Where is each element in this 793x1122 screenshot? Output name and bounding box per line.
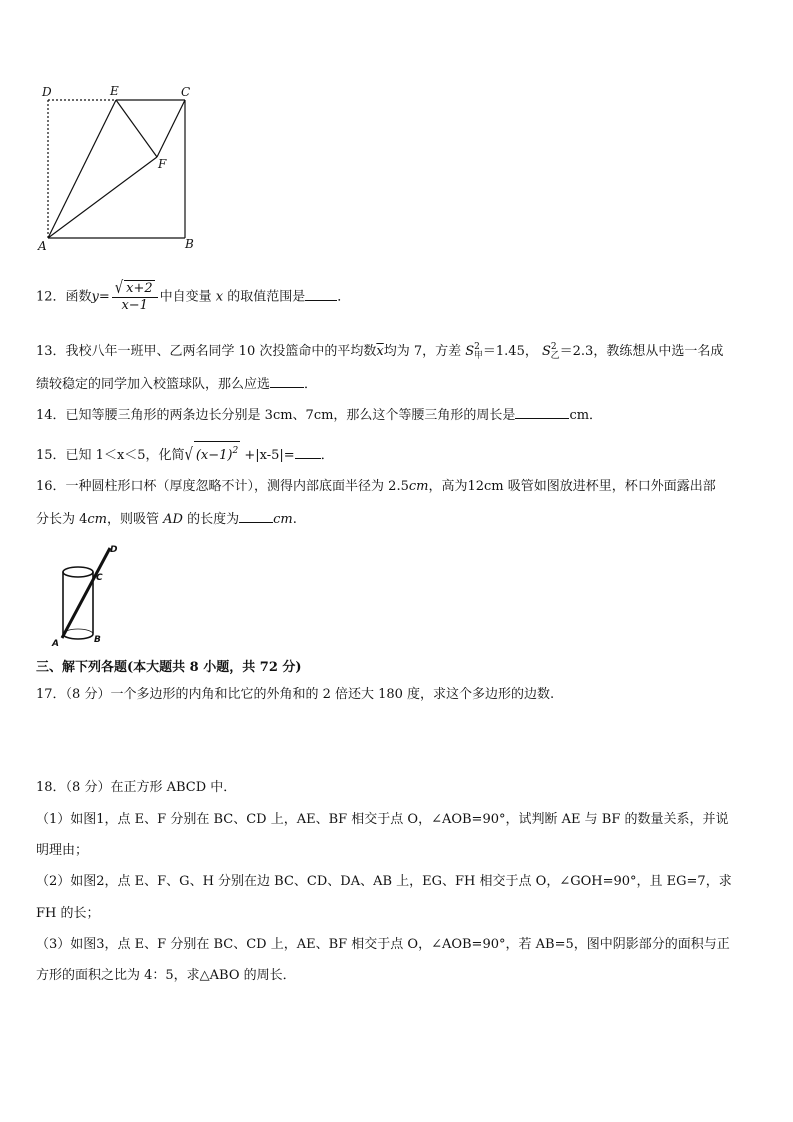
q13-sub-jia: 甲 [473,351,483,361]
q12-eq: = [98,289,110,305]
q16-end: . [292,512,297,527]
q16-text-a: 16．一种圆柱形口杯（厚度忽略不计），测得内部底面半径为 2.5 [36,479,409,494]
cup-label-d: D [110,545,118,555]
cup-bottom [63,634,93,639]
q12-end: ． [337,289,351,305]
seg-ae [48,100,116,238]
q12-denominator: x−1 [121,298,148,313]
question-18-title: 18．（8 分）在正方形 ABCD 中． [36,780,237,795]
q12-suffix2: 的取值范围是 [227,289,306,305]
q13-sup-yi: 2 [550,342,557,352]
label-b: B [185,237,194,251]
q13-s-jia: S [465,344,475,359]
q16-text-e: 的长度为 [187,512,240,527]
q13-val-jia: ＝1.45， [482,344,538,359]
q12-numerator: x+2 [126,281,153,296]
seg-fc [157,100,185,157]
cup-label-c: C [96,573,103,583]
label-f: F [158,157,167,171]
question-13-line1 [36,338,723,365]
q15-answer-blank[interactable] [295,445,321,459]
question-13-line2 [36,374,317,394]
q14-unit: cm． [569,408,603,423]
q13-sup-jia: 2 [474,342,480,352]
q16-answer-blank[interactable] [239,509,273,523]
q16-cm1: cm [408,479,429,494]
q15-prefix: 15．已知 1＜x＜5，化简 [36,448,185,463]
q12-answer-blank[interactable] [305,287,337,301]
q16-cm2: cm [87,512,108,527]
q13-text-a: 13．我校八年一班甲、乙两名同学 10 次投篮命中的平均数 [36,344,377,359]
q15-exp: 2 [232,446,239,456]
question-18-part2b: FH 的长； [36,906,100,921]
label-d: D [42,85,52,99]
q15-rest: +|x-5|= [244,448,295,463]
q14-answer-blank[interactable] [515,405,569,419]
seg-af [48,157,157,238]
cup-top-rim [63,567,93,577]
q13-val-yi: ＝2.3，教练想从中选一名成 [559,344,724,359]
q12-suffix: 中自变量 [159,289,212,305]
cup-figure [50,542,122,650]
question-16-line2 [36,509,297,529]
q16-ad: AD [163,512,183,527]
question-16-line1 [36,478,716,496]
q14-text: 14．已知等腰三角形的两条边长分别是 3cm、7cm，那么这个等腰三角形的周长是 [36,408,516,423]
q15-radical [194,441,240,465]
q13-s-yi: S [542,344,551,359]
label-e: E [110,84,119,98]
seg-ef [116,100,157,157]
q12-fraction: $\frac{√ x+2}{x-1}$ [112,280,158,314]
cup-label-a: A [52,639,59,649]
q16-text-d: ，则吸管 [107,512,160,527]
q15-end: ． [320,448,334,463]
q13-sub-yi: 乙 [550,351,560,361]
label-a: A [38,239,47,253]
q12-y: y [91,289,99,305]
question-12 [36,280,350,314]
q12-prefix: 12．函数 [36,289,92,305]
question-17: 17．（8 分）一个多边形的内角和比它的外角和的 2 倍还大 180 度，求这个多边形的边数. [36,687,555,702]
q13-line2: 绩较稳定的同学加入校篮球队，那么应选 [36,377,271,392]
q16-text-c: 分长为 4 [36,512,88,527]
q16-text-b: ，高为12cm 吸管如图放进杯里，杯口外面露出部 [428,479,716,494]
question-18-part3b: 方形的面积之比为 4：5，求△ABO 的周长． [36,968,296,983]
straw [62,548,110,638]
cup-label-b: B [94,635,101,645]
question-18-part3a: （3）如图3，点 E、F 分别在 BC、CD 上，AE、BF 相交于点 O，∠AOB=90°，若 AB=5，图中阴影部分的面积与正 [36,937,730,952]
square-figure [36,82,206,254]
q13-text-b: 均为 7，方差 [383,344,462,359]
question-15: 15．已知 1＜x＜5，化简√ $(x-1)^2 +|x-5|=$ ． [36,441,334,465]
q13-xbar: $\overline{x}$ [376,344,384,359]
q13-end: ． [304,377,318,392]
q16-cm3: cm [273,512,293,527]
question-18-part1b: 明理由； [36,843,89,858]
question-14 [36,405,602,425]
question-18-part2a: （2）如图2，点 E、F、G、H 分别在边 BC、CD、DA、AB 上，EG、FH 相交于点 O，∠GOH=90°，且 EG=7，求 [36,874,732,889]
q13-answer-blank[interactable] [270,374,304,388]
q15-radicand: (x−1) [195,448,233,463]
question-18-part1a: （1）如图1，点 E、F 分别在 BC、CD 上，AE、BF 相交于点 O，∠AOB=90°，试判断 AE 与 BF 的数量关系，并说 [36,812,729,827]
label-c: C [181,85,191,99]
section-3-heading: 三、解下列各题(本大题共 8 小题，共 72 分) [36,660,302,675]
q12-x: x [215,289,224,305]
